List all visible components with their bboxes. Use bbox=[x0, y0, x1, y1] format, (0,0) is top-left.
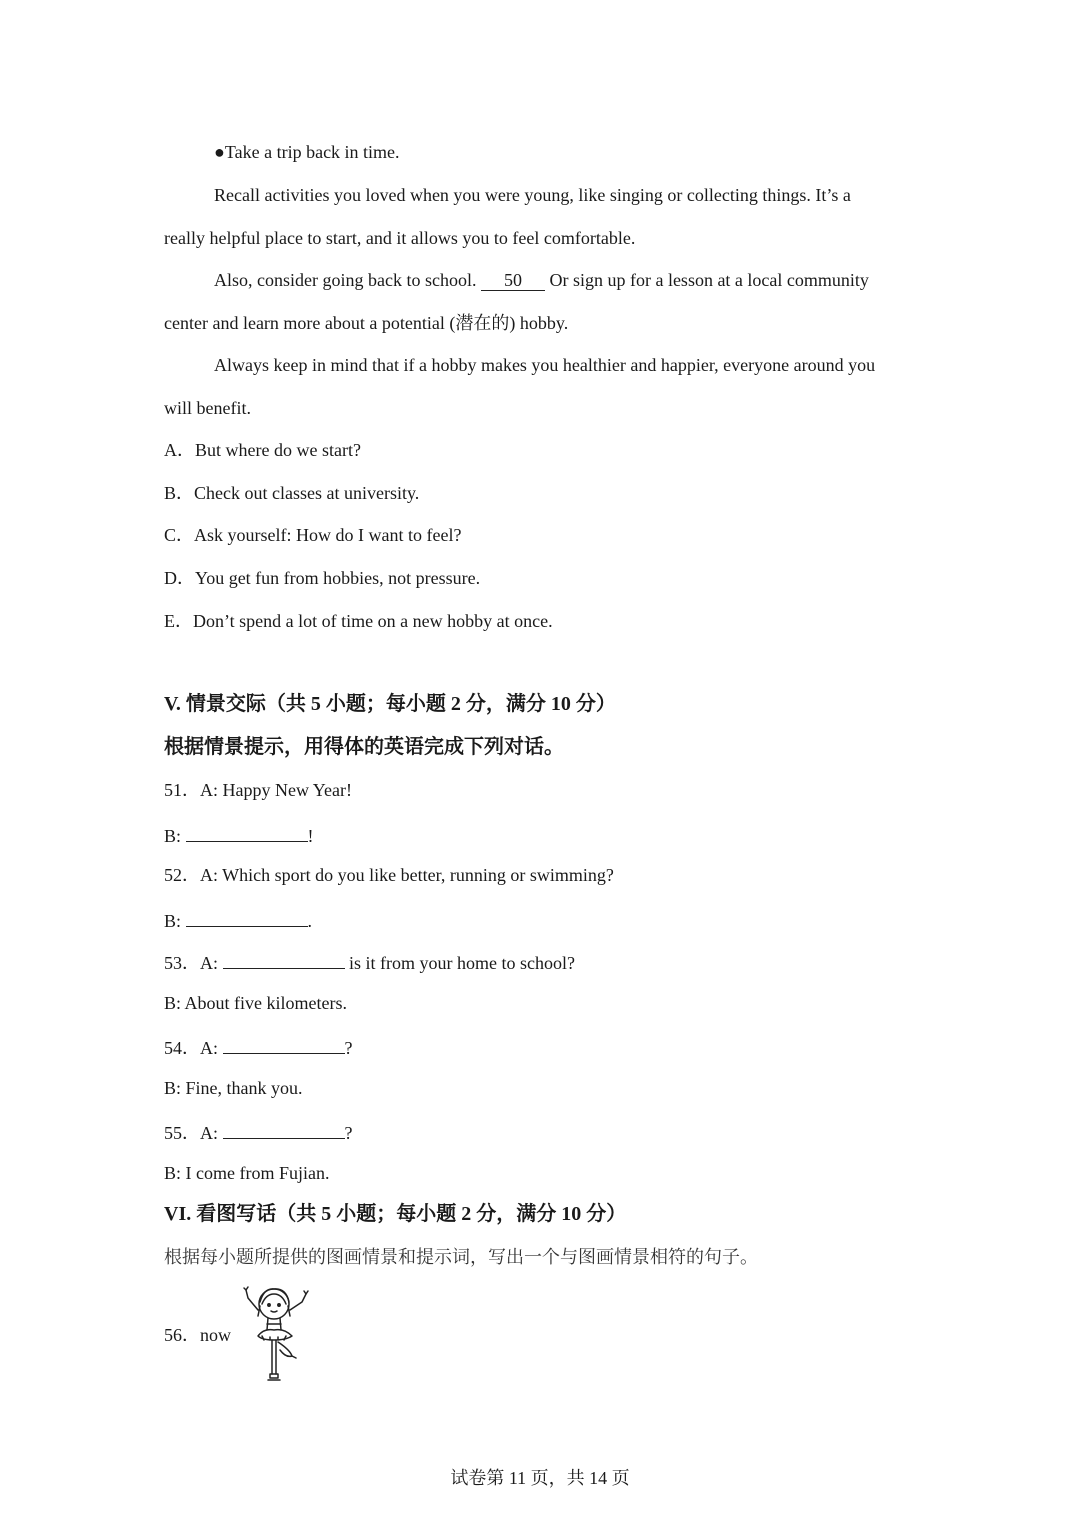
answer-blank bbox=[186, 906, 308, 927]
question-52-b bbox=[164, 906, 312, 933]
punctuation: . bbox=[307, 911, 313, 931]
question-53-a bbox=[164, 948, 575, 975]
section-5-title: V. 情景交际（共 5 小题；每小题 2 分，满分 10 分） bbox=[164, 693, 616, 715]
option-c: C．Ask yourself: How do I want to feel? bbox=[164, 525, 462, 545]
paragraph-2-line-1 bbox=[214, 268, 869, 292]
question-53-b: B: About five kilometers. bbox=[164, 993, 347, 1013]
question-55-b: B: I come from Fujian. bbox=[164, 1163, 330, 1183]
option-b: B．Check out classes at university. bbox=[164, 483, 420, 503]
punctuation: ! bbox=[307, 826, 314, 846]
paragraph-2-pre-text: Also, consider going back to school. bbox=[214, 270, 477, 290]
question-51-b bbox=[164, 821, 314, 848]
option-d: D．You get fun from hobbies, not pressure. bbox=[164, 568, 481, 588]
paragraph-1-line-2: really helpful place to start, and it allows you to feel comfortable. bbox=[164, 228, 636, 248]
paragraph-2-post-text: Or sign up for a lesson at a local community bbox=[549, 270, 869, 290]
punctuation: ? bbox=[344, 1038, 353, 1058]
question-54-a bbox=[164, 1033, 353, 1060]
speaker-b: B: bbox=[164, 826, 182, 846]
answer-blank bbox=[223, 1033, 345, 1054]
question-55-a bbox=[164, 1118, 353, 1145]
question-51-a: 51．A: Happy New Year! bbox=[164, 780, 352, 800]
section-6-title: VI. 看图写话（共 5 小题；每小题 2 分，满分 10 分） bbox=[164, 1203, 627, 1225]
option-e: E．Don’t spend a lot of time on a new hobby at once. bbox=[164, 611, 553, 631]
answer-blank bbox=[223, 1118, 345, 1139]
bullet-heading: ●Take a trip back in time. bbox=[214, 142, 400, 162]
punctuation: ? bbox=[344, 1123, 353, 1143]
ballet-girl-illustration bbox=[240, 1280, 312, 1388]
page-footer: 试卷第 11 页，共 14 页 bbox=[450, 1468, 630, 1488]
question-text: is it from your home to school? bbox=[349, 953, 575, 973]
question-number-speaker: 54．A: bbox=[164, 1038, 218, 1058]
section-5-instruction: 根据情景提示，用得体的英语完成下列对话。 bbox=[164, 736, 564, 758]
question-52-a: 52．A: Which sport do you like better, running or swimming? bbox=[164, 865, 614, 885]
option-a: A．But where do we start? bbox=[164, 440, 361, 460]
answer-blank bbox=[223, 948, 345, 969]
paragraph-3-line-2: will benefit. bbox=[164, 398, 251, 418]
question-54-b: B: Fine, thank you. bbox=[164, 1078, 303, 1098]
section-6-instruction: 根据每小题所提供的图画情景和提示词，写出一个与图画情景相符的句子。 bbox=[164, 1247, 758, 1267]
answer-blank bbox=[186, 821, 308, 842]
paragraph-2-line-2: center and learn more about a potential (潜在的) hobby. bbox=[164, 313, 569, 333]
question-56-label: 56．now bbox=[164, 1325, 231, 1345]
speaker-b: B: bbox=[164, 911, 182, 931]
paragraph-1-line-1: Recall activities you loved when you were young, like singing or collecting things. It’s a bbox=[214, 185, 851, 205]
paragraph-3-line-1: Always keep in mind that if a hobby makes you healthier and happier, everyone around you bbox=[214, 355, 876, 375]
blank-50: 50 bbox=[481, 270, 545, 291]
question-number-speaker: 53．A: bbox=[164, 953, 218, 973]
question-number-speaker: 55．A: bbox=[164, 1123, 218, 1143]
